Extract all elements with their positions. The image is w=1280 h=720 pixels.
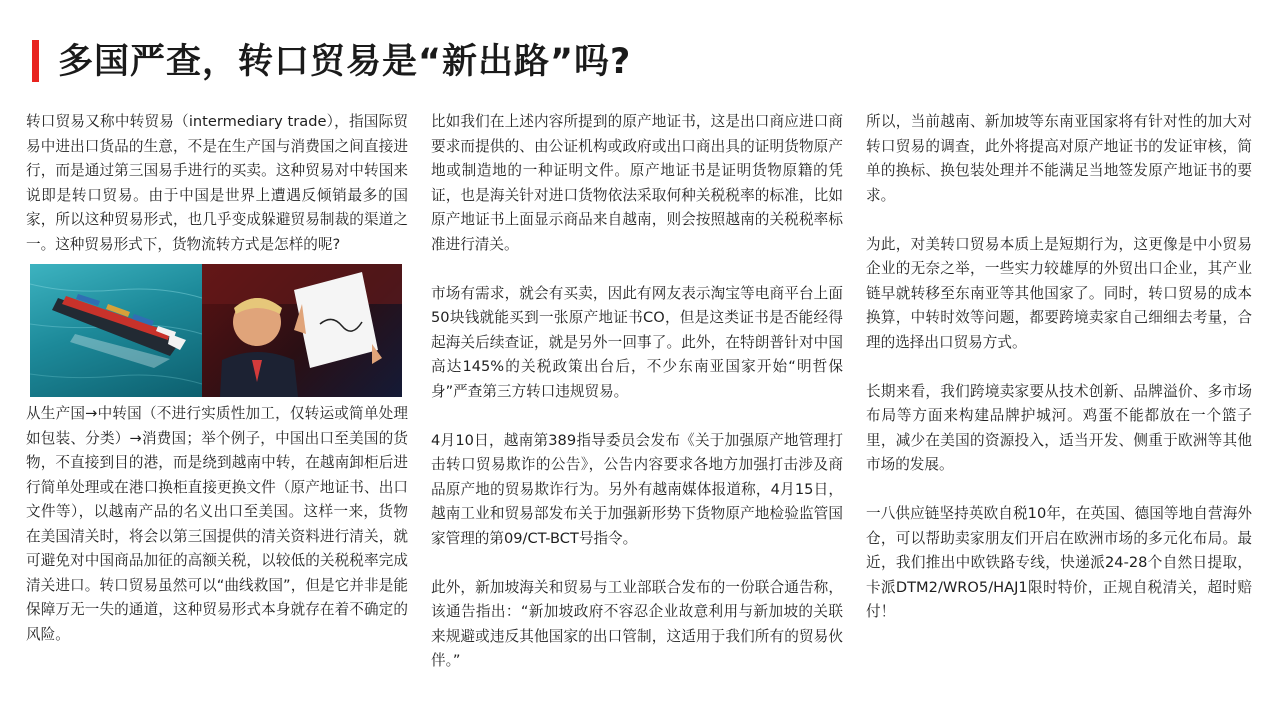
paragraph-spacer — [431, 551, 843, 576]
paragraph-spacer — [866, 208, 1252, 233]
paragraph-long-term: 长期来看，我们跨境卖家要从技术创新、品牌溢价、多市场布局等方面来构建品牌护城河。鸡蛋不能都放在一个篮子里，减少在美国的资源投入，适当开发、侧重于欧洲等其他市场的发展。 — [866, 382, 1252, 473]
paragraph-spacer — [431, 257, 843, 282]
page-title: 多国严查，转口贸易是“新出路”吗? — [58, 42, 632, 82]
paragraph-short-term: 为此，对美转口贸易本质上是短期行为，这更像是中小贸易企业的无奈之举，一些实力较雄厚的外贸出口企业，其产业链早就转移至东南亚等其他国家了。同时，转口贸易的成本换算，中转时效等问题，都要跨境卖家自己细细去考量，合理的选择出口贸易方式。 — [866, 235, 1252, 351]
paragraph-market: 市场有需求，就会有买卖，因此有网友表示淘宝等电商平台上面50块钱就能买到一张原产地证书CO，但是这类证书是否能经得起海关后续查证，就是另外一回事了。此外，在特朗普针对中国高达145%的关税政策出台后，不少东南亚国家开始“明哲保身”严查第三方转口违规贸易。 — [431, 284, 843, 400]
paragraph-vietnam: 4月10日，越南第389指导委员会发布《关于加强原产地管理打击转口贸易欺诈的公告》，公告内容要求各地方加强打击涉及商品原产地的贸易欺诈行为。另外有越南媒体报道称，4月15日，越南工业和贸易部发布关于加强新形势下货物原产地检验监管国家管理的第09/CT-BCT号指令。 — [431, 431, 843, 547]
paragraph-spacer — [866, 355, 1252, 380]
paragraph-flow: 从生产国→中转国（不进行实质性加工，仅转运或简单处理如包装、分类）→消费国；举个例子，中国出口至美国的货物，不直接到目的港，而是绕到越南中转，在越南卸柜后进行简单处理或在港口换柜直接更换文件（原产地证书、出口文件等），以越南产品的名义出口至美国。这样一来，货物在美国清关时，将会以第三国提供的清关资料进行清关，就可避免对中国商品加征的高额关税，以较低的关税税率完成清关进口。转口贸易虽然可以“曲线救国”，但是它并非是能保障万无一失的通道，这种贸易形式本身就存在着不确定的风险。 — [26, 405, 408, 643]
paragraph-singapore: 此外，新加坡海关和贸易与工业部联合发布的一份联合通告称，该通告指出：“新加坡政府不容忍企业故意利用与新加坡的关联来规避或违反其他国家的出口管制，这适用于我们所有的贸易伙伴。” — [431, 578, 843, 669]
cargo-ship-image — [30, 264, 202, 397]
paragraph-promotion: 一八供应链坚持英欧自税10年，在英国、德国等地自营海外仓，可以帮助卖家朋友们开启在欧洲市场的多元化布局。最近，我们推出中欧铁路专线，快递派24-28个自然日提取，卡派DTM2/WRO5/HAJ1限时特价，正规自税清关，超时赔付！ — [866, 505, 1252, 620]
paragraph-spacer — [866, 478, 1252, 503]
paragraph-intro: 转口贸易又称中转贸易（intermediary trade），指国际贸易中进出口货品的生意，不是在生产国与消费国之间直接进行，而是通过第三国易手进行的买卖。这种贸易对中转国来说即是转口贸易。由于中国是世界上遭遇反倾销最多的国家，所以这种贸易形式，也几乎变成躲避贸易制裁的渠道之一。这种贸易形式下，货物流转方式是怎样的呢? — [26, 113, 408, 253]
image-row — [30, 264, 408, 397]
signing-photo-image — [202, 264, 402, 397]
paragraph-spacer — [431, 404, 843, 429]
title-accent-bar — [32, 40, 39, 82]
article-column-2 — [431, 110, 843, 674]
article-column-3 — [866, 110, 1252, 625]
paragraph-certificate: 比如我们在上述内容所提到的原产地证书，这是出口商应进口商要求而提供的、由公证机构或政府或出口商出具的证明货物原产地或制造地的一种证明文件。原产地证书是证明货物原籍的凭证，也是海关针对进口货物依法采取何种关税税率的标准，比如原产地证书上面显示商品来自越南，则会按照越南的关税税率标准进行清关。 — [431, 113, 843, 253]
article-column-1 — [26, 110, 408, 647]
paragraph-investigation: 所以，当前越南、新加坡等东南亚国家将有针对性的加大对转口贸易的调查，此外将提高对原产地证书的发证审核，简单的换标、换包装处理并不能满足当地签发原产地证书的要求。 — [866, 113, 1252, 204]
